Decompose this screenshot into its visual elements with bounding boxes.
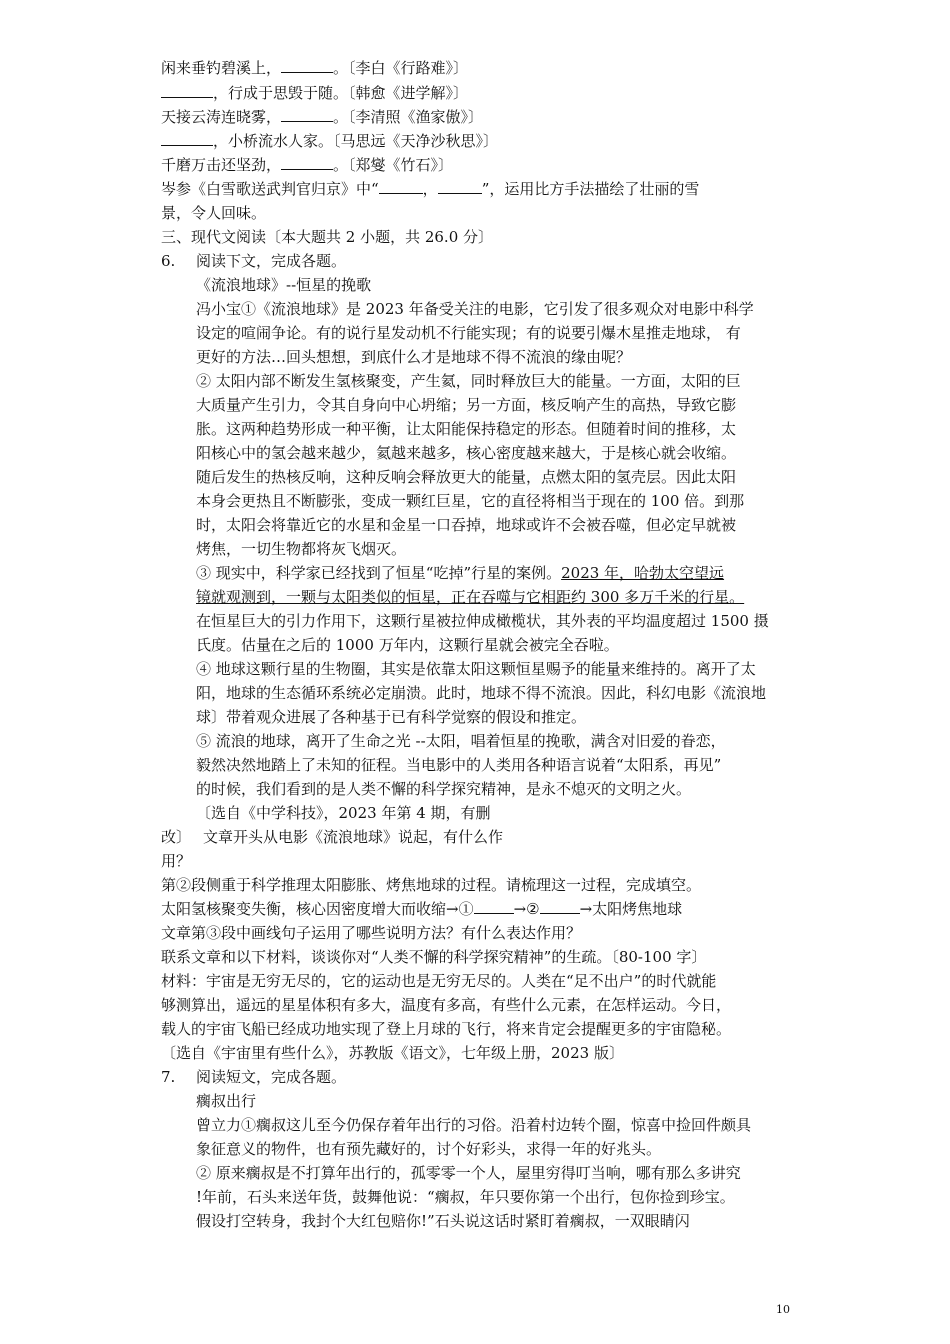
section-heading: 三、现代文阅读〔本大题共 2 小题，共 26.0 分〕 [161,228,494,246]
paragraph-line: 冯小宝①《流浪地球》是 2023 年备受关注的电影，它引发了很多观众对电影中科学 [196,300,754,318]
paragraph-line: 毅然决然地踏上了未知的征程。当电影中的人类用各种语言说着“太阳系，再见” [196,756,722,774]
answer-blank[interactable] [281,107,333,122]
paragraph-line: 氏度。估量在之后的 1000 万年内，这颗行星就会被完全吞啦。 [196,636,619,654]
paragraph-line: 阳核心中的氢会越来越少，氦越来越多，核心密度越来越大，于是核心就会收缩。 [196,444,737,462]
paragraph-line: 本身会更热且不断膨张，变成一颗红巨星，它的直径将相当于现在的 100 倍。到那 [196,492,745,510]
answer-blank[interactable] [281,155,333,170]
material-line: 载人的宇宙飞船已经成功地实现了登上月球的飞行，将来肯定会提醒更多的宇宙隐秘。 [161,1020,732,1038]
answer-blank[interactable] [281,58,333,73]
paragraph-line: ④ 地球这颗行星的生物圈，其实是依靠太阳这颗恒星赐予的能量来维持的。离开了太 [196,660,756,678]
paragraph-line: 象征意义的物件，也有预先藏好的，讨个好彩头，求得一年的好兆头。 [196,1140,662,1158]
answer-blank[interactable] [438,179,482,194]
question-line: 改〕 文章开头从电影《流浪地球》说起，有什么作 [161,828,504,846]
source-citation: 〔选自《中学科技》，2023 年第 4 期，有删 [196,804,491,822]
poetry-line: 景，令人回味。 [161,204,267,222]
paragraph-line: ③ 现实中，科学家已经找到了恒星“吃掉”行星的案例。2023 年，哈勃太空望远 [196,564,725,582]
question-instruction: 阅读下文，完成各题。 [196,252,347,270]
question-line: 用？ [161,852,192,870]
paragraph-line [196,587,744,608]
paragraph-line: ② 原来瘸叔是不打算年出行的，孤零零一个人，屋里穷得叮当响，哪有那么多讲究 [196,1164,741,1182]
answer-blank[interactable] [540,899,580,914]
answer-blank[interactable] [379,179,423,194]
paragraph-line: 更好的方法…回头想想，到底什么才是地球不得不流浪的缘由呢？ [196,348,632,366]
paragraph-line: 在恒星巨大的引力作用下，这颗行星被拉伸成橄榄状，其外表的平均温度超过 1500 摄 [196,612,769,630]
poetry-line: 千磨万击还坚劲， 。〔郑燮《竹石》〕 [161,156,454,174]
question-line: 文章第③段中画线句子运用了哪些说明方法？有什么表达作用？ [161,924,582,942]
paragraph-line: 时，太阳会将靠近它的水星和金星一口吞掉，地球或许不会被吞噬，但必定早就被 [196,516,737,534]
question-line: 联系文章和以下材料，谈谈你对“人类不懈的科学探究精神”的生疏。〔80-100 字〕 [161,948,707,966]
paragraph-line: ② 太阳内部不断发生氢核聚变，产生氦，同时释放巨大的能量。一方面，太阳的巨 [196,372,741,390]
paragraph-line: 随后发生的热核反响，这种反响会释放更大的能量，点燃太阳的氢壳层。因此太阳 [196,468,737,486]
paragraph-line: 曾立力①瘸叔这儿至今仍保存着年出行的习俗。沿着村边转个圈，惊喜中捡回件颇具 [196,1116,752,1134]
article-title: 《流浪地球》--恒星的挽歌 [196,276,372,294]
poetry-line: ，行成于思毁于随。〔韩愈《进学解》〕 [161,83,468,104]
material-line: 〔选自《宇宙里有些什么》，苏教版《语文》，七年级上册，2023 版〕 [161,1044,624,1062]
poetry-line: 闲来垂钓碧溪上， 。〔李白《行路难》〕 [161,59,469,77]
answer-blank[interactable] [161,83,213,98]
paragraph-line: 设定的喧闹争论。有的说行星发动机不行能实现；有的说要引爆木星推走地球， 有 [196,324,741,342]
article-title: 瘸叔出行 [196,1092,257,1110]
poetry-line: 岑参《白雪歌送武判官归京》中“ ， ”，运用比方手法描绘了壮丽的雪 [161,180,700,198]
fill-in-line: 太阳氢核聚变失衡，核心因密度增大而收缩→① →② →太阳烤焦地球 [161,900,683,918]
paragraph-line: 的时候，我们看到的是人类不懈的科学探究精神，是永不熄灭的文明之火。 [196,780,692,798]
paragraph-line: 假设打空转身，我封个大红包赔你!”石头说这话时紧盯着瘸叔，一双眼睛闪 [196,1212,690,1230]
answer-blank[interactable] [161,131,213,146]
underlined-sentence: 2023 年，哈勃太空望远 [561,564,725,582]
poetry-line: 天接云涛连晓雾， 。〔李清照《渔家傲》〕 [161,108,484,126]
paragraph-line: 胀。这两种趋势形成一种平衡，让太阳能保持稳定的形态。但随着时间的推移，太 [196,420,737,438]
paragraph-line: 阳，地球的生态循环系统必定崩溃。此时，地球不得不流浪。因此，科幻电影《流浪地 [196,684,767,702]
page-number: 10 [776,1303,790,1316]
paragraph-line: 球〕带着观众进展了各种基于已有科学觉察的假设和推定。 [196,708,587,726]
question-number: 7. [161,1068,176,1086]
poetry-line: ，小桥流水人家。〔马思远《天净沙秋思》〕 [161,131,498,152]
paragraph-line: !年前，石头来送年货，鼓舞他说：“瘸叔，年只要你第一个出行，包你捡到珍宝。 [196,1188,735,1206]
answer-blank[interactable] [474,899,514,914]
paragraph-line: ⑤ 流浪的地球，离开了生命之光 --太阳，唱着恒星的挽歌，满含对旧爱的眷恋， [196,732,726,750]
paragraph-line: 大质量产生引力，令其自身向中心坍缩；另一方面，核反响产生的高热，导致它膨 [196,396,737,414]
paragraph-line: 烤焦，一切生物都将灰飞烟灭。 [196,540,407,558]
question-number: 6. [161,252,176,270]
material-line: 材料：宇宙是无穷无尽的，它的运动也是无穷无尽的。人类在“足不出户”的时代就能 [161,972,717,990]
underlined-sentence: 镜就观测到，一颗与太阳类似的恒星，正在吞噬与它相距约 300 多万千米的行星。 [196,588,745,606]
material-line: 够测算出，遥远的星星体积有多大，温度有多高，有些什么元素，在怎样运动。今日， [161,996,732,1014]
question-line: 第②段侧重于科学推理太阳膨胀、烤焦地球的过程。请梳理这一过程，完成填空。 [161,876,702,894]
question-instruction: 阅读短文，完成各题。 [196,1068,347,1086]
